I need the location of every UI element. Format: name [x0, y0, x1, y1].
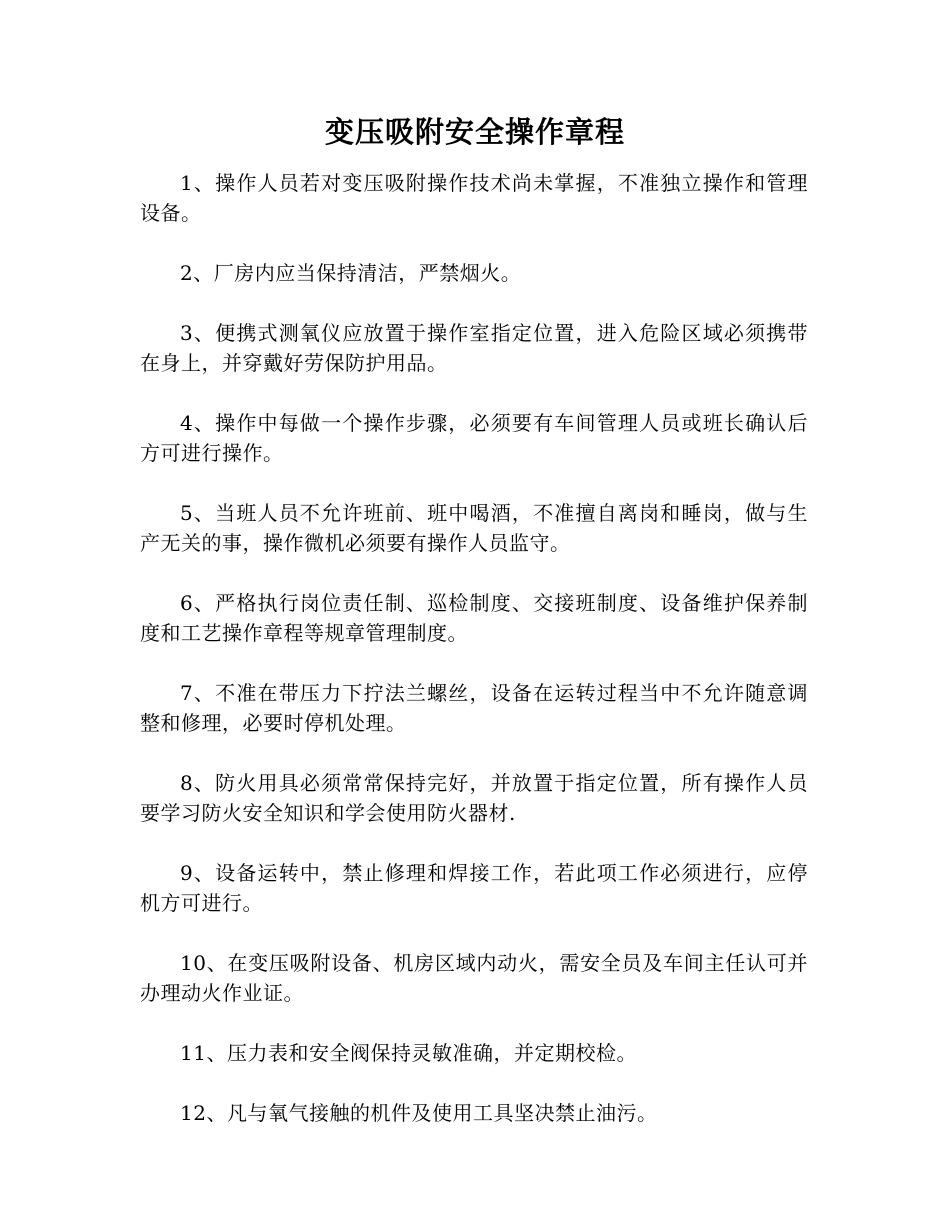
document-title: 变压吸附安全操作章程	[324, 115, 625, 149]
rule-paragraph-8: 8、防火用具必须常常保持完好，并放置于指定位置，所有操作人员要学习防火安全知识和学会使用防火器材.	[140, 771, 808, 825]
rule-paragraph-9: 9、设备运转中，禁止修理和焊接工作，若此项工作必须进行，应停机方可进行。	[140, 861, 808, 915]
rule-paragraph-2: 2、厂房内应当保持清洁，严禁烟火。	[180, 261, 522, 285]
rule-paragraph-1: 1、操作人员若对变压吸附操作技术尚未掌握，不准独立操作和管理设备。	[140, 171, 808, 225]
document-body	[140, 168, 808, 1158]
rule-paragraph-5: 5、当班人员不允许班前、班中喝酒，不准擅自离岗和睡岗，做与生产无关的事，操作微机必须要有操作人员监守。	[140, 501, 808, 555]
rule-paragraph-10: 10、在变压吸附设备、机房区域内动火，需安全员及车间主任认可并办理动火作业证。	[140, 951, 808, 1005]
rule-paragraph-11: 11、压力表和安全阀保持灵敏准确，并定期校检。	[180, 1041, 637, 1065]
rule-paragraph-4: 4、操作中每做一个操作步骤，必须要有车间管理人员或班长确认后方可进行操作。	[140, 411, 808, 465]
rule-paragraph-6: 6、严格执行岗位责任制、巡检制度、交接班制度、设备维护保养制度和工艺操作章程等规章管理制度。	[140, 591, 808, 645]
rule-paragraph-7: 7、不准在带压力下拧法兰螺丝，设备在运转过程当中不允许随意调整和修理，必要时停机处理。	[140, 681, 808, 735]
rule-paragraph-3: 3、便携式测氧仪应放置于操作室指定位置，进入危险区域必须携带在身上，并穿戴好劳保防护用品。	[140, 321, 808, 375]
rule-paragraph-12: 12、凡与氧气接触的机件及使用工具坚决禁止油污。	[180, 1101, 658, 1125]
